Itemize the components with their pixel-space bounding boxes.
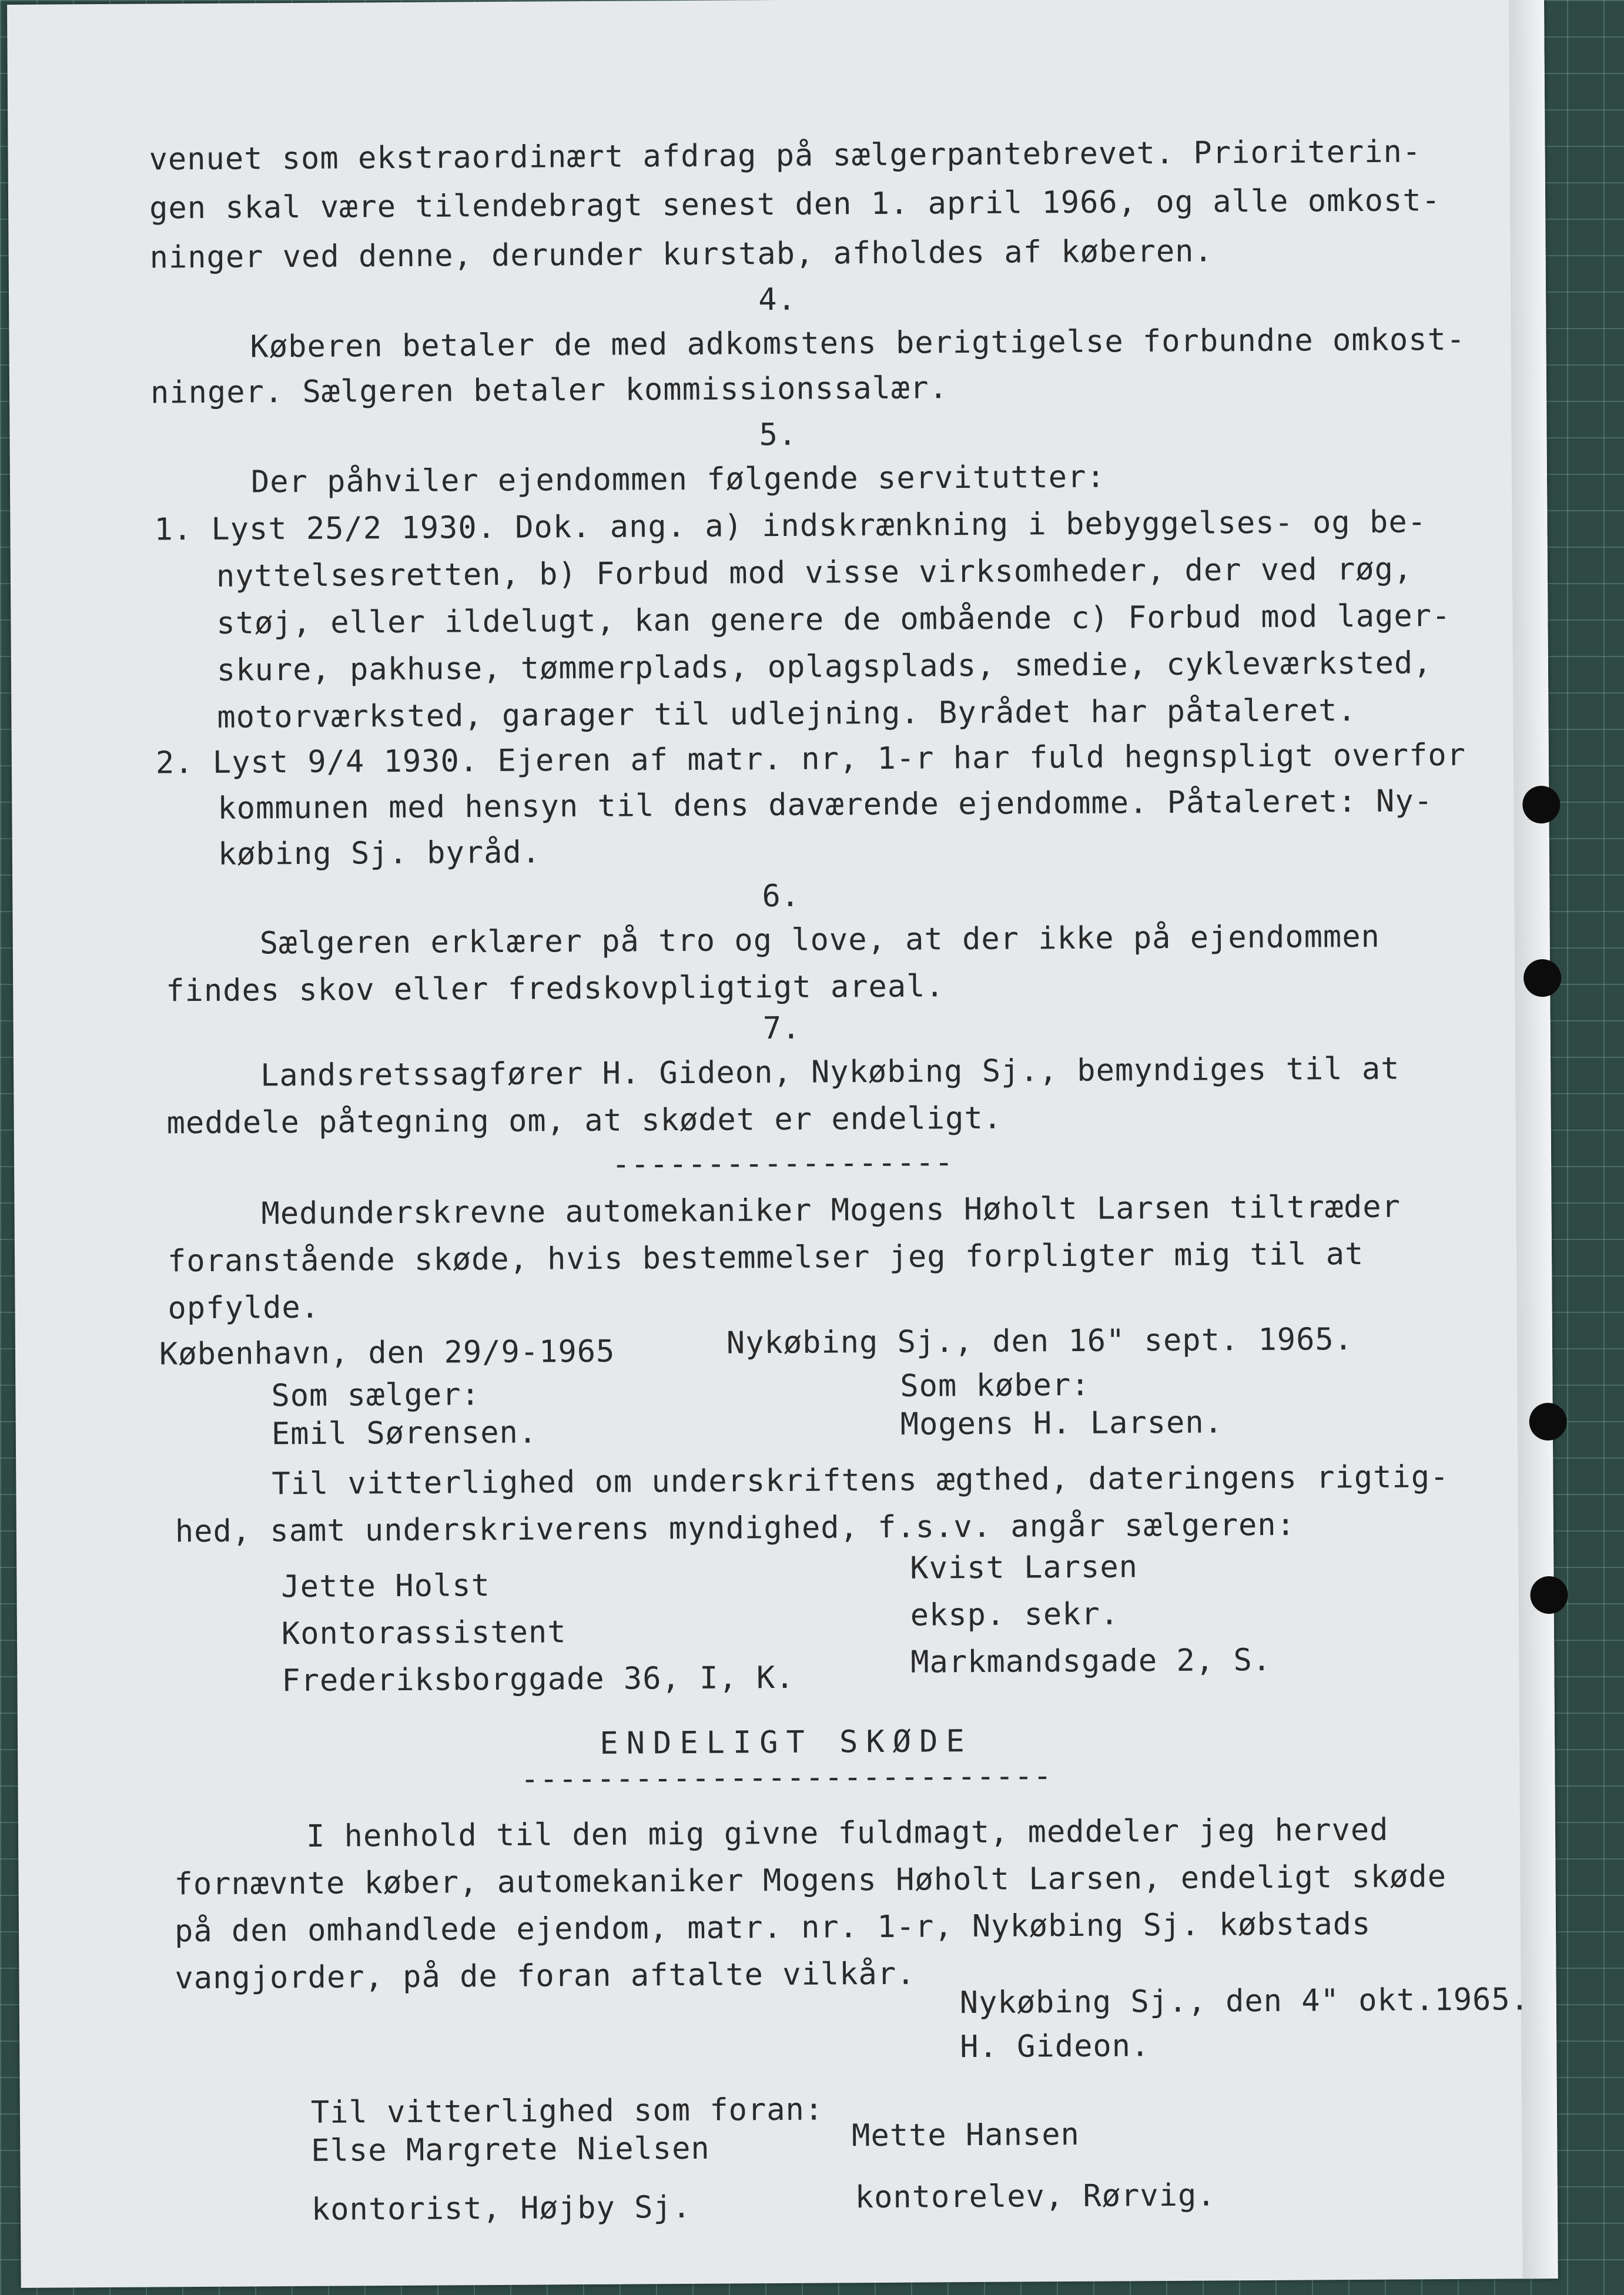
witness-name: Jette Holst bbox=[281, 1568, 491, 1605]
list-item: støj, eller ildelugt, kan genere de ombående c) Forbud mod lager- bbox=[216, 598, 1451, 641]
witness-title: kontorelev, Rørvig. bbox=[855, 2177, 1216, 2216]
witness-title: kontorist, Højby Sj. bbox=[311, 2189, 692, 2227]
seller-place-date: København, den 29/9-1965 bbox=[159, 1334, 615, 1372]
seller-name: Emil Sørensen. bbox=[271, 1415, 538, 1452]
text-line: Til vitterlighed om underskriftens ægthed, dateringens rigtig- bbox=[272, 1459, 1449, 1502]
deed-signer: H. Gideon. bbox=[960, 2028, 1150, 2065]
separator: ------------------ bbox=[611, 1145, 954, 1182]
punch-hole bbox=[1529, 1403, 1567, 1440]
witness-name: Mette Hansen bbox=[851, 2116, 1080, 2154]
text-line: Der påhviler ejendommen følgende servitutter: bbox=[250, 459, 1106, 500]
text-line: meddele påtegning om, at skødet er endeligt. bbox=[166, 1100, 1003, 1141]
witness-address: Markmandsgade 2, S. bbox=[910, 1642, 1272, 1680]
witness-title: eksp. sekr. bbox=[910, 1596, 1120, 1633]
text-line: ninger. Sælgeren betaler kommissionssalær. bbox=[150, 370, 949, 411]
witness-label: Til vitterlighed som foran: bbox=[310, 2092, 824, 2130]
text-line: Sælgeren erklærer på tro og love, at der ikke på ejendommen bbox=[259, 919, 1381, 961]
text-line: foranstående skøde, hvis bestemmelser jeg forpligter mig til at bbox=[167, 1236, 1364, 1279]
buyer-name: Mogens H. Larsen. bbox=[900, 1405, 1224, 1442]
text-line: gen skal være tilendebragt senest den 1. april 1966, og alle omkost- bbox=[149, 183, 1441, 226]
list-item: købing Sj. byråd. bbox=[217, 835, 541, 872]
text-line: I henhold til den mig givne fuldmagt, meddeler jeg herved bbox=[306, 1812, 1389, 1854]
punch-hole bbox=[1522, 786, 1560, 823]
buyer-role: Som køber: bbox=[900, 1367, 1090, 1404]
deed-place-date: Nykøbing Sj., den 4" okt.1965. bbox=[959, 1982, 1530, 2021]
witness-name: Kvist Larsen bbox=[910, 1549, 1139, 1586]
title-underline: ---------------------------- bbox=[520, 1758, 1053, 1797]
list-item: 1. Lyst 25/2 1930. Dok. ang. a) indskrænkning i bebyggelses- og be- bbox=[154, 504, 1427, 548]
text-line: Landsretssagfører H. Gideon, Nykøbing Sj., bemyndiges til at bbox=[260, 1051, 1400, 1094]
text-line: venuet som ekstraordinært afdrag på sælgerpantebrevet. Prioriterin- bbox=[149, 134, 1422, 177]
section-title: ENDELIGT SKØDE bbox=[600, 1724, 973, 1761]
list-item: kommunen med hensyn til dens daværende ejendomme. Påtaleret: Ny- bbox=[217, 783, 1434, 826]
seller-role: Som sælger: bbox=[271, 1377, 481, 1414]
text-line: findes skov eller fredskovpligtigt areal. bbox=[166, 969, 945, 1009]
text-line: Medunderskrevne automekaniker Mogens Høholt Larsen tiltræder bbox=[261, 1189, 1401, 1232]
text-line: på den omhandlede ejendom, matr. nr. 1-r, Nykøbing Sj. købstads bbox=[174, 1906, 1371, 1949]
text-line: fornævnte køber, automekaniker Mogens Høholt Larsen, endeligt skøde bbox=[174, 1859, 1447, 1902]
witness-name: Else Margrete Nielsen bbox=[311, 2130, 710, 2169]
list-item: 2. Lyst 9/4 1930. Ejeren af matr. nr, 1-r har fuld hegnspligt overfor bbox=[155, 737, 1466, 781]
section-number: 5. bbox=[759, 417, 798, 453]
section-number: 4. bbox=[758, 282, 797, 318]
page-edge bbox=[1509, 0, 1558, 2279]
punch-hole bbox=[1523, 959, 1561, 997]
witness-address: Frederiksborggade 36, I, K. bbox=[282, 1660, 795, 1699]
witness-title: Kontorassistent bbox=[281, 1614, 567, 1652]
text-line: ninger ved denne, derunder kurstab, afholdes af køberen. bbox=[149, 233, 1213, 276]
buyer-place-date: Nykøbing Sj., den 16" sept. 1965. bbox=[726, 1322, 1354, 1361]
section-number: 7. bbox=[762, 1010, 801, 1047]
list-item: nyttelsesretten, b) Forbud mod visse virksomheder, der ved røg, bbox=[216, 551, 1413, 594]
text-line: opfylde. bbox=[168, 1289, 320, 1326]
text-line: Køberen betaler de med adkomstens berigtigelse forbundne omkost- bbox=[250, 321, 1466, 365]
text-line: vangjorder, på de foran aftalte vilkår. bbox=[175, 1956, 916, 1996]
document-page bbox=[7, 0, 1558, 2288]
punch-hole bbox=[1530, 1576, 1568, 1614]
list-item: motorværksted, garager til udlejning. Byrådet har påtaleret. bbox=[217, 692, 1357, 735]
list-item: skure, pakhuse, tømmerplads, oplagsplads, smedie, cykleværksted, bbox=[216, 645, 1432, 688]
text-line: hed, samt underskriverens myndighed, f.s.v. angår sælgeren: bbox=[175, 1507, 1296, 1550]
section-number: 6. bbox=[762, 878, 801, 914]
